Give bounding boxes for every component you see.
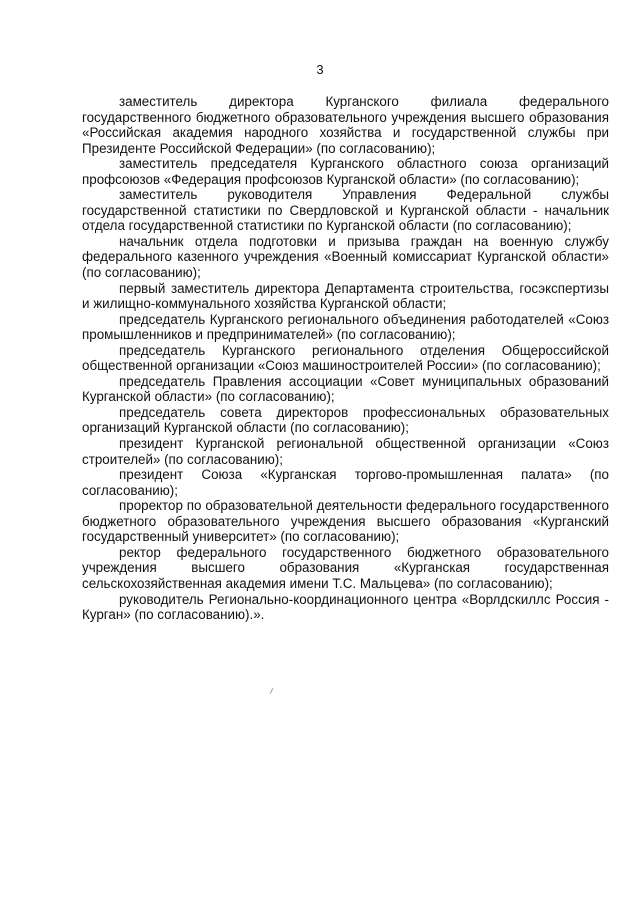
list-paragraph: председатель Курганского регионального объединения работодателей «Союз промышленников и предпринимателей» (по согласованию); [82,311,609,343]
list-paragraph: ректор федерального государственного бюджетного образовательного учреждения высшего образования «Курганская государственная сельскохозяйственная академия имени Т.С. Мальцева» (по согласованию); [82,544,609,591]
list-paragraph: первый заместитель директора Департамента строительства, госэкспертизы и жилищно-коммунального хозяйства Курганской области; [82,280,609,312]
list-paragraph: заместитель руководителя Управления Федеральной службы государственной статистики по Свердловской и Курганской области - начальник отдела государственной статистики по Курганской области (по согласованию); [82,187,609,234]
list-paragraph: проректор по образовательной деятельности федерального государственного бюджетного образовательного учреждения высшего образования «Курганский государственный университет» (по согласованию); [82,498,609,545]
list-paragraph: председатель совета директоров профессиональных образовательных организаций Курганской области (по согласованию); [82,404,609,436]
list-paragraph: заместитель директора Курганского филиала федерального государственного бюджетного образовательного учреждения высшего образования «Российская академия народного хозяйства и государственной службы при Президенте Российской Федерации» (по согласованию); [82,94,609,156]
list-paragraph: заместитель председателя Курганского областного союза организаций профсоюзов «Федерация профсоюзов Курганской области» (по согласованию); [82,156,609,187]
scan-mark [270,688,273,694]
list-paragraph: председатель Курганского регионального отделения Общероссийской общественной организации «Союз машиностроителей России» (по согласованию); [82,342,609,374]
list-paragraph: руководитель Регионально-координационного центра «Ворлдскиллс Россия - Курган» (по согласованию).». [82,591,609,623]
list-paragraph: президент Союза «Курганская торгово-промышленная палата» (по согласованию); [82,467,609,498]
list-paragraph: председатель Правления ассоциации «Совет муниципальных образований Курганской области» (по согласованию); [82,373,609,405]
list-paragraph: президент Курганской региональной общественной организации «Союз строителей» (по согласованию); [82,436,609,467]
list-paragraph: начальник отдела подготовки и призыва граждан на военную службу федерального казенного учреждения «Военный комиссариат Курганской области» (по согласованию); [82,233,609,281]
document-body [82,94,609,623]
page-number: 3 [316,62,324,77]
